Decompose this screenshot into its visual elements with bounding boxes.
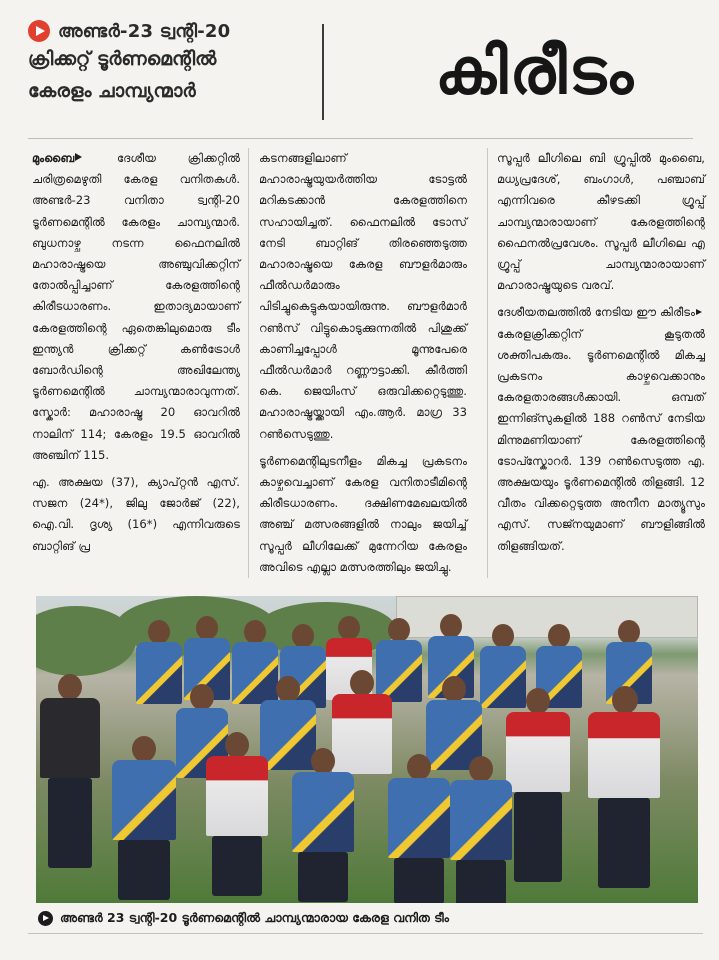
dateline-arrow-icon — [75, 153, 82, 161]
article-column-1 — [32, 148, 240, 563]
kicker: അണ്ടർ-23 ട്വന്റി-20 — [58, 20, 231, 42]
paragraph: ടൂർണമെന്റിലുടനീളം മികച്ച പ്രകടനം കാഴ്ചവെച്ചാണ് കേരള വനിതാടീമിന്റെ കിരീടധാരണം. ദക്ഷിണമേഖലയിൽ അഞ്ച് മത്സരങ്ങളിൽ നാലും ജയിച്ച് സൂപ്പർ ലീഗിലേക്ക് മുന്നേറിയ കേരളം അവിടെ എല്ലാ മത്സരത്തിലും ജയിച്ചു. — [259, 453, 467, 574]
staff-figure — [588, 686, 660, 896]
paragraph-text: കേരളക്രിക്കറ്റിന് കൂടുതൽ ശക്തിപകരും. ടൂർണമെന്റിൽ മികച്ച പ്രകടനം കാഴ്ചവെക്കാനും കേരളതാരങ്ങൾക്കായി. ഒമ്പത് ഇന്നിങ്സുകളിൽ 188 റൺസ് നേടിയ മിന്നുമണിയാണ് കേരളത്തിന്റെ ടോപ്സ്കോറർ. 139 റൺസെടുത്ത എ. അക്ഷയയും ടൂർണമെന്റിൽ തിളങ്ങി. 12 വീതം വിക്കറ്റെടുത്ത അനീന മാത്യൂസും എസ്. സജ്നയുമാണ് ബൗളിങ്ങിൽ തിളങ്ങിയത്. — [497, 326, 705, 553]
coach-figure — [40, 674, 100, 874]
column-divider — [487, 148, 488, 578]
paragraph — [497, 302, 705, 556]
player-figure — [292, 748, 354, 903]
player-figure — [112, 736, 176, 903]
play-bullet-icon — [28, 20, 50, 42]
play-bullet-icon — [38, 911, 53, 926]
header-divider — [322, 24, 324, 120]
column-divider — [248, 148, 249, 578]
headline: കിരീടം — [434, 35, 636, 109]
kicker-row — [28, 20, 318, 42]
paragraph: സൂപ്പർ ലീഗിലെ ബി ഗ്രൂപ്പിൽ മുംബൈ, മധ്യപ്രദേശ്, ബംഗാൾ, പഞ്ചാബ് എന്നിവരെ കീഴടക്കി ഗ്രൂപ്പ് ചാമ്പ്യന്മാരായാണ് കേരളത്തിന്റെ ഫൈനൽപ്രവേശം. സൂപ്പർ ലീഗിലെ എ ഗ്രൂപ്പ് ചാമ്പ്യന്മാരായാണ് മഹാരാഷ്ട്രയുടെ വരവ്. — [497, 151, 705, 293]
paragraph-text: ദേശീയ ക്രിക്കറ്റിൽ ചരിത്രമെഴുതി കേരള വനിതകൾ. അണ്ടർ-23 വനിതാ ട്വന്റി-20 ടൂർണമെന്റിൽ കേരളം ചാമ്പ്യന്മാർ. ബുധനാഴ്ച നടന്ന ഫൈനലിൽ മഹാരാഷ്ട്രയെ അഞ്ചുവിക്കറ്റിന് തോൽപ്പിച്ചാണ് കേരളത്തിന്റെ കിരീടധാരണം. ഇതാദ്യമായാണ് കേരളത്തിന്റെ ഏതെങ്കിലുമൊരു ടീം ഇന്ത്യൻ ക്രിക്കറ്റ് കൺട്രോൾ ബോർഡിന്റെ അഖിലേന്ത്യ ടൂർണമെന്റിൽ ചാമ്പ്യന്മാരാവുന്നത്. സ്കോർ: മഹാരാഷ്ട്ര 20 ഓവറിൽ നാലിന് 114; കേരളം 19.5 ഓവറിൽ അഞ്ചിന് 115. — [32, 151, 240, 462]
header-block — [28, 20, 318, 106]
inline-arrow-icon — [696, 309, 702, 315]
player-figure — [206, 732, 268, 902]
deck-line-1: ക്രിക്കറ്റ് ടൂർണമെന്റിൽ — [28, 48, 217, 70]
paragraph-text: ദേശീയതലത്തിൽ നേടിയ ഈ കിരീടം — [497, 305, 695, 320]
player-figure — [450, 756, 512, 903]
paragraph — [32, 148, 240, 466]
article-column-3 — [497, 148, 705, 563]
paragraph: കടനങ്ങളിലാണ് മഹാരാഷ്ട്രയുയർത്തിയ ടോട്ടൽ മറികടക്കാൻ കേരളത്തിനെ സഹായിച്ചത്. ഫൈനലിൽ ടോസ് നേടി ബാറ്റിങ് തിരഞ്ഞെടുത്ത മഹാരാഷ്ട്രയെ കേരള ബൗളർമാരും ഫീൽഡർമാരും പിടിച്ചുകെട്ടുകയായിരുന്നു. ബൗളർമാർ റൺസ് വിട്ടുകൊടുക്കുന്നതിൽ പിശുക്ക് കാണിച്ചപ്പോൾ മൂന്നുപേരെ ഫീൽഡർമാർ റണ്ണൗട്ടാക്കി. കീർത്തി കെ. ജെയിംസ് ഒരുവിക്കറ്റെടുത്തു. മഹാരാഷ്ട്രയ്ക്കായി എം.ആർ. മാഗ്ര 33 റൺസെടുത്തു. — [259, 151, 467, 441]
article-column-2 — [259, 148, 467, 584]
deck-line-2: കേരളം ചാമ്പ്യന്മാർ — [28, 80, 196, 102]
paragraph: എ. അക്ഷയ (37), ക്യാപ്റ്റൻ എസ്. സജന (24*), ജിലു ജോർജ് (22), ഐ.വി. ദൃശ്യ (16*) എന്നിവരുടെ ബാറ്റിങ് പ്ര — [32, 475, 240, 553]
footer-rule — [28, 933, 703, 934]
header-rule — [28, 138, 693, 139]
photo-caption: അണ്ടർ 23 ട്വന്റി-20 ടൂർണമെന്റിൽ ചാമ്പ്യന്മാരായ കേരള വനിത ടീം — [60, 910, 449, 925]
team-photo — [36, 596, 698, 903]
player-figure — [388, 754, 450, 903]
photo-caption-row — [38, 910, 449, 926]
staff-figure — [506, 688, 570, 888]
dateline: മുംബൈ — [32, 151, 75, 165]
